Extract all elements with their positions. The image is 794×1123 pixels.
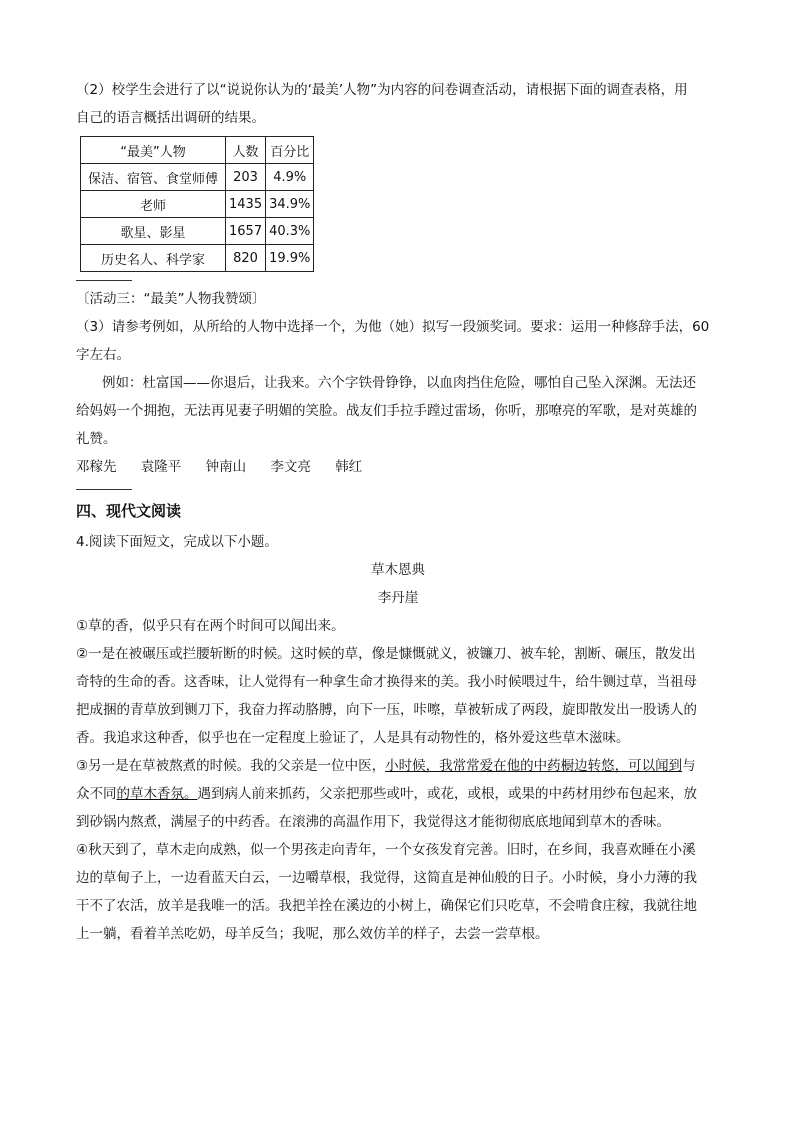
paragraph-3-line-2 xyxy=(76,780,720,808)
name-item: 李文亮 xyxy=(270,459,311,475)
header-person: “最美”人物 xyxy=(81,137,226,164)
table-cell: 1435 xyxy=(226,191,266,218)
text-segment: ③另一是在草被熬煮的时候。我的父亲是一位中医， xyxy=(76,758,386,774)
table-row xyxy=(81,218,314,245)
paragraph-4-line-1: ④秋天到了，草木走向成熟，似一个男孩走向青年，一个女孩发育完善。旧时，在乡间，我喜欢睡在小溪 xyxy=(76,842,696,858)
reading-instruction: 4.阅读下面短文，完成以下小题。 xyxy=(76,534,278,550)
question-2-line-2: 自己的语言概括出调研的结果。 xyxy=(76,110,265,126)
paragraph-2-line-1: ②一是在被碾压或拦腰斩断的时候。这时候的草，像是慷慨就义，被镰刀、被车轮，割断、碾压，散发出 xyxy=(76,646,696,662)
paragraph-2-line-3: 把成捆的青草放到铡刀下，我奋力挥动胳膊，向下一压，咔嚓，草被斩成了两段，旋即散发出一股诱人的 xyxy=(76,702,697,718)
paragraph-1: ①草的香，似乎只有在两个时间可以闻出来。 xyxy=(76,618,345,634)
table-cell: 歌星、影星 xyxy=(81,218,226,245)
table-cell: 40.3% xyxy=(266,218,314,245)
question-3-line-1: （3）请参考例如，从所给的人物中选择一个，为他（她）拟写一段颁奖词。要求：运用一种修辞手法，60 xyxy=(76,319,710,335)
candidate-names xyxy=(76,453,720,481)
table-cell: 老师 xyxy=(81,191,226,218)
example-line-2: 给妈妈一个拥抱，无法再见妻子明媚的笑脸。战友们手拉手蹚过雷场，你听，那嘹亮的军歌，是对英雄的 xyxy=(76,403,697,419)
answer-line-divider xyxy=(76,489,132,490)
table-header-row xyxy=(81,137,314,164)
answer-line-divider xyxy=(76,280,132,281)
paragraph-4-line-4: 上一躺，看着羊羔吃奶，母羊反刍；我呢，那么效仿羊的样子，去尝一尝草根。 xyxy=(76,926,549,942)
name-item: 袁隆平 xyxy=(140,459,182,475)
text-segment: 遇到病人前来抓药，父亲把那些或叶，或花，或根，或果的中药材用纱布包起来，放 xyxy=(197,786,697,802)
text-segment: 与 xyxy=(682,758,696,774)
table-cell: 203 xyxy=(226,164,266,191)
question-3-line-2: 字左右。 xyxy=(76,347,130,363)
name-item: 韩红 xyxy=(335,459,363,475)
survey-table xyxy=(80,136,314,272)
name-item: 钟南山 xyxy=(205,459,247,475)
paragraph-2-line-2: 奇特的生命的香。这香味，让人觉得有一种拿生命才换得来的美。我小时候喂过牛，给牛铡过草，当祖母 xyxy=(76,674,697,690)
section-title: 四、现代文阅读 xyxy=(76,502,182,520)
article-author: 李丹崖 xyxy=(377,590,419,606)
underlined-text: 的草木香氛。 xyxy=(116,786,198,802)
underlined-text: 小时候，我常常爱在他的中药橱边转悠，可以闻到 xyxy=(385,758,683,774)
table-cell: 19.9% xyxy=(266,245,314,272)
header-percent: 百分比 xyxy=(266,137,314,164)
table-cell: 34.9% xyxy=(266,191,314,218)
table-cell: 历史名人、科学家 xyxy=(81,245,226,272)
paragraph-3-line-1 xyxy=(76,752,720,780)
example-line-1: 例如：杜富国——你退后，让我来。六个字铁骨铮铮，以血肉挡住危险，哪怕自己坠入深渊。无法还 xyxy=(102,375,696,391)
paragraph-3-line-3: 到砂锅内熬煮，满屋子的中药香。在滚沸的高温作用下，我觉得这才能彻彻底底地闻到草木的香味。 xyxy=(76,814,670,830)
example-line-3: 礼赞。 xyxy=(76,431,117,447)
name-item: 邓稼先 xyxy=(76,459,117,475)
question-2-line-1: （2）校学生会进行了以“说说你认为的‘最美’人物”为内容的问卷调查活动，请根据下面的调查表格，用 xyxy=(76,82,688,98)
table-cell: 820 xyxy=(226,245,266,272)
activity-3-title: 〔活动三：“最美”人物我赞颂〕 xyxy=(76,291,266,307)
table-row xyxy=(81,191,314,218)
paragraph-2-line-4: 香。我追求这种香，似乎也在一定程度上验证了，人是具有动物性的，格外爱这些草木滋味。 xyxy=(76,730,630,746)
table-cell: 保洁、宿管、食堂师傅 xyxy=(81,164,226,191)
text-segment: 众不同 xyxy=(76,786,117,802)
header-count: 人数 xyxy=(226,137,266,164)
table-row xyxy=(81,245,314,272)
paragraph-4-line-2: 边的草甸子上，一边看蓝天白云，一边嚼草根，我觉得，这简直是神仙般的日子。小时候，身小力薄的我 xyxy=(76,870,697,886)
paragraph-4-line-3: 干不了农活，放羊是我唯一的活。我把羊拴在溪边的小树上，确保它们只吃草，不会啃食庄稼，我就往地 xyxy=(76,898,697,914)
article-title: 草木恩典 xyxy=(371,562,425,578)
document-page xyxy=(76,76,720,948)
table-cell: 4.9% xyxy=(266,164,314,191)
table-cell: 1657 xyxy=(226,218,266,245)
table-row xyxy=(81,164,314,191)
